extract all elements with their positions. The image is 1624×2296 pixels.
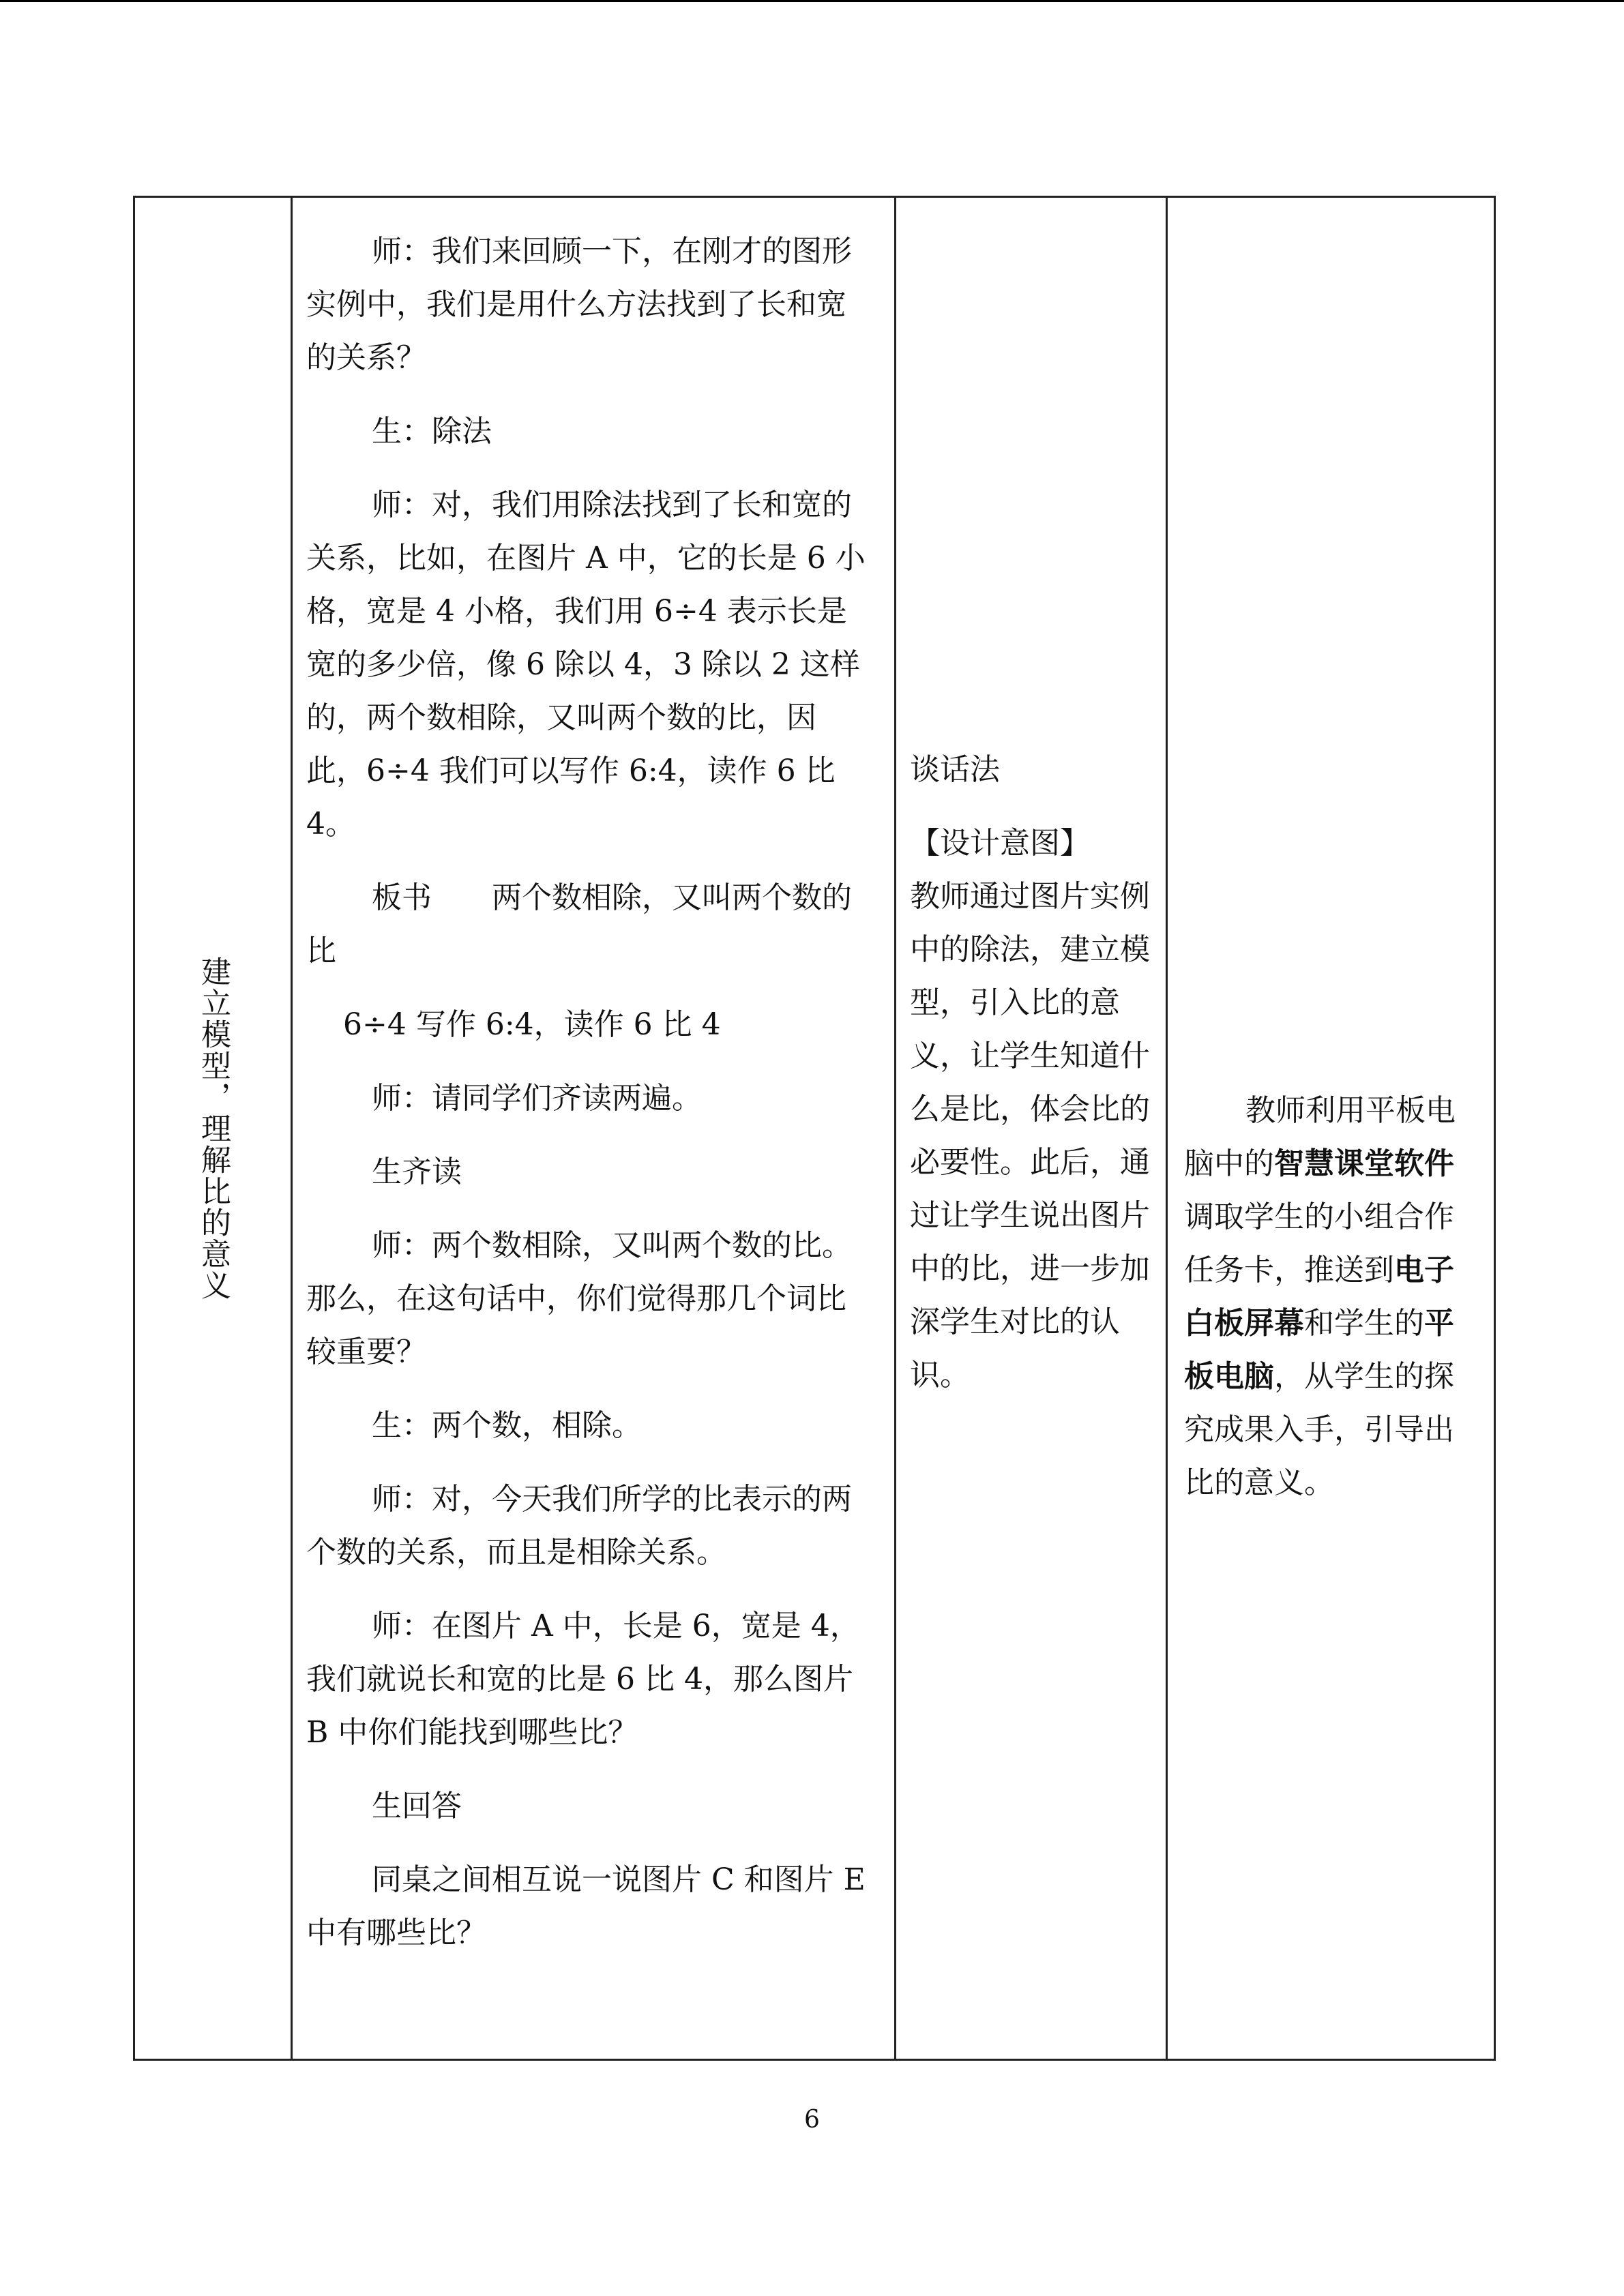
dialogue-paragraph: 生：除法 (372, 414, 492, 449)
tech-text-1: 教师利用平板电脑中的 (1184, 1093, 1456, 1181)
dialogue-paragraph: 师：在图片 A 中，长是 6，宽是 4，我们就说长和宽的比是 6 比 4，那么图片 B 中你们能找到哪些比？ (306, 1609, 863, 1750)
dialogue-paragraph: 板书 两个数相除，又叫两个数的比 (306, 880, 852, 968)
tech-whiteboard: 电子白板屏幕 (1184, 1253, 1454, 1341)
dialogue-paragraph: 师：对，今天我们所学的比表示的两个数的关系，而且是相除关系。 (306, 1482, 852, 1570)
page-number: 6 (804, 2106, 820, 2134)
dialogue-paragraph: 同桌之间相互说一说图片 C 和图片 E 中有哪些比？ (306, 1862, 875, 1950)
method-cell (896, 198, 1168, 2059)
teaching-process-cell (293, 198, 896, 2059)
method-name: 谈话法 (910, 752, 1000, 787)
design-intent-title: 【设计意图】 (910, 826, 1090, 861)
dialogue-paragraph: 师：两个数相除，又叫两个数的比。那么，在这句话中，你们觉得那几个词比较重要？ (306, 1228, 852, 1369)
dialogue-paragraph: 生回答 (372, 1789, 462, 1823)
dialogue-paragraph: 生齐读 (372, 1154, 462, 1189)
design-intent-body: 教师通过图片实例中的除法，建立模型，引入比的意义，让学生知道什么是比，体会比的必要性。此后，通过让学生说出图片中的比，进一步加深学生对比的认识。 (910, 879, 1150, 1392)
dialogue-paragraph: 师：我们来回顾一下，在刚才的图形实例中，我们是用什么方法找到了长和宽的关系？ (306, 234, 852, 375)
tech-text-4: ，从学生的探究成果入手，引导出比的意义。 (1184, 1359, 1454, 1500)
tech-text-3: 和学生的 (1304, 1306, 1424, 1341)
dialogue-paragraph: 6÷4 写作 6:4，读作 6 比 4 (343, 1007, 721, 1042)
stage-cell (135, 198, 293, 2059)
technology-cell (1168, 198, 1494, 2059)
tech-tablet: 平板电脑 (1184, 1306, 1454, 1394)
top-border-line (0, 0, 1624, 2)
dialogue-paragraph: 师：请同学们齐读两遍。 (372, 1081, 702, 1116)
dialogue-paragraph: 生：两个数，相除。 (372, 1408, 642, 1443)
technology-description (1184, 1084, 1477, 1510)
tech-text-2: 调取学生的小组合作任务卡，推送到 (1184, 1199, 1454, 1287)
tech-software-name: 智慧课堂软件 (1274, 1146, 1454, 1181)
method-block (910, 743, 1152, 1402)
dialogue-paragraph: 师：对，我们用除法找到了长和宽的关系，比如，在图片 A 中，它的长是 6 小格，宽是 4 小格，我们用 6÷4 表示长是宽的多少倍，像 6 除以 4，3 除以 2 这样的，两个数相除，又叫两个数的比，因此，6÷4 我们可以写作 6:4，读作 6 比 4。 (306, 488, 866, 841)
lesson-plan-table (133, 196, 1496, 2061)
dialogue-list (306, 225, 875, 1960)
stage-label: 建立模型，理解比的意义 (196, 955, 231, 1301)
